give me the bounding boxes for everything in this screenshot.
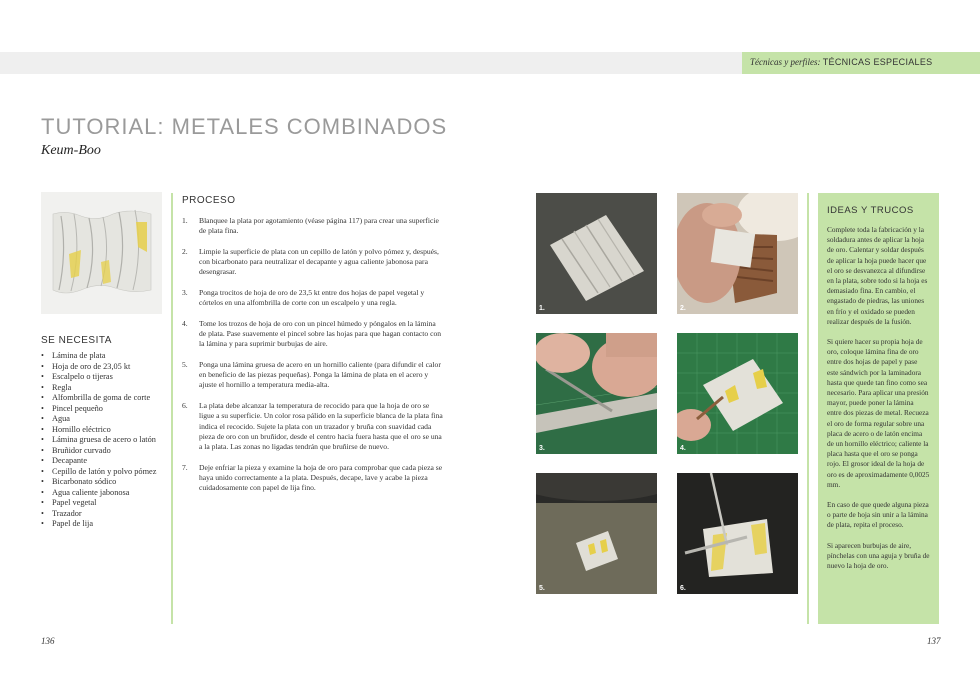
photo-label: 6. [680,585,686,592]
list-item: • Decapante [41,456,156,467]
step-photo-4 [677,333,798,454]
step-number: 3. [182,288,188,298]
step-number: 7. [182,462,188,472]
step-photo-1 [536,193,657,314]
list-item: • Trazador [41,509,156,520]
step-item [182,319,444,350]
step-text: La plata debe alcanzar la temperatura de recocido para que la hoja de oro se ligue a su superficie. Un color rosa pálido en la superficie blanca de la plata fina indica el recocido. Sujete la plata con un trazador y bruña con suavidad cada pieza de oro con un bruñidor, desde el centro hacia fuera hasta que el oro se una a la plata. Las zonas no ligadas tendrán que bruñirse de nuevo. [199,401,443,451]
needs-heading: SE NECESITA [41,335,112,346]
tips-heading: IDEAS Y TRUCOS [827,205,914,216]
photo-label: 5. [539,585,545,592]
section-label-italic: Técnicas y perfiles: [750,57,821,67]
list-item: • Hornillo eléctrico [41,425,156,436]
step-number: 6. [182,401,188,411]
list-item: • Lámina gruesa de acero o latón [41,435,156,446]
list-item: • Agua caliente jabonosa [41,488,156,499]
process-heading: PROCESO [182,195,236,206]
list-item: • Papel de lija [41,519,156,530]
photo-label: 2. [680,305,686,312]
tips-paragraph: En caso de que quede alguna pieza o parte de hoja sin unir a la lámina de plata, repita el proceso. [827,500,929,530]
list-item: • Papel vegetal [41,498,156,509]
list-item: • Bicarbonato sódico [41,477,156,488]
tips-paragraph: Complete toda la fabricación y la soldadura antes de aplicar la hoja de oro. Calentar y soldar después de aplicar la hoja puede hacer que el oro se desvanezca al difundirse en la plata, sobre todo si la hoja es demasiado fina. En cambio, el engastado de piedras, las uniones en frío y el oxidado se pueden realizar después de la fusión. [827,225,928,326]
step-text: Ponga una lámina gruesa de acero en un hornillo caliente (para difundir el calor en beneficio de las piezas pequeñas). Ponga la lámina de plata en el acero y ajuste el hornillo a temperatura media-alta. [199,360,441,390]
page-title: TUTORIAL: METALES COMBINADOS [41,114,448,139]
tips-paragraph: Si quiere hacer su propia hoja de oro, coloque lámina fina de oro entre dos hojas de papel y pase este sándwich por la laminadora hasta que quede tan fino como sea necesario. Para aplicar una presión mayor, puede poner la lámina entre dos piezas de metal. Recueza el oro de forma regular sobre una placa de acero o de latón encima de un hornillo eléctrico; caliente la placa hasta que el oro se ponga rojo. El grosor ideal de la hoja de oro es de aproximadamente 0,0025 mm. [827,337,930,489]
tips-paragraph: Si aparecen burbujas de aire, pínchelas con una aguja y bruña de nuevo la hoja de oro. [827,540,930,571]
page-number-left: 136 [41,636,55,646]
column-divider [171,193,173,624]
step-text: Blanquee la plata por agotamiento (véase página 117) para crear una superficie de plata fina. [199,216,439,236]
step-photo-6 [677,473,798,594]
photo-label: 4. [680,445,686,452]
list-item: • Pincel pequeño [41,404,156,415]
step-number: 1. [182,216,188,225]
needs-list [41,351,156,530]
step-text: Limpie la superficie de plata con un cepillo de latón y polvo pómez y, después, con bicarbonato para neutralizar el decapante y agua caliente jabonosa para desengrasar. [199,246,439,277]
list-item: • Lámina de plata [41,351,156,362]
step-text: Ponga trocitos de hoja de oro de 23,5 kt entre dos hojas de papel vegetal y córtelos en una alfombrilla de corte con un escalpelo y una regla. [199,288,425,308]
list-item: • Alfombrilla de goma de corte [41,393,156,404]
step-item [182,288,444,308]
list-item: • Escalpelo o tijeras [41,372,156,383]
page-number-right: 137 [927,636,941,646]
step-item [182,216,444,236]
list-item: • Hoja de oro de 23,05 kt [41,362,156,373]
step-photo-5 [536,473,657,594]
step-text: Tome los trozos de hoja de oro con un pincel húmedo y póngalos en la lámina de plata. Pase suavemente el pincel sobre las hojas para que hagan contacto con la lámina y para suprimir burbujas de aire. [199,318,442,349]
step-text: Deje enfriar la pieza y examine la hoja de oro para comprobar que cada pieza se haya unido correctamente a la plata. Después, decape, lave y acabe la pieza cuidadosamente con papel de lija fino. [199,462,443,493]
photo-label: 3. [539,445,545,452]
photo-label: 1. [539,305,545,312]
column-divider [807,193,809,624]
page-subtitle: Keum-Boo [41,143,101,158]
step-number: 5. [182,360,188,370]
step-photo-2 [677,193,798,314]
step-number: 4. [182,318,188,328]
tips-box [818,193,939,624]
section-label-caps: TÉCNICAS ESPECIALES [822,57,933,67]
list-item: • Cepillo de latón y polvo pómez [41,467,156,478]
step-item [182,401,444,452]
finished-piece-image [41,192,162,314]
list-item: • Agua [41,414,156,425]
step-item [182,463,444,494]
step-photo-3 [536,333,657,454]
list-item: • Bruñidor curvado [41,446,156,457]
list-item: • Regla [41,383,156,394]
section-label [750,57,932,67]
step-item [182,360,444,391]
step-number: 2. [182,246,188,256]
process-steps [182,216,444,504]
step-item [182,247,444,278]
